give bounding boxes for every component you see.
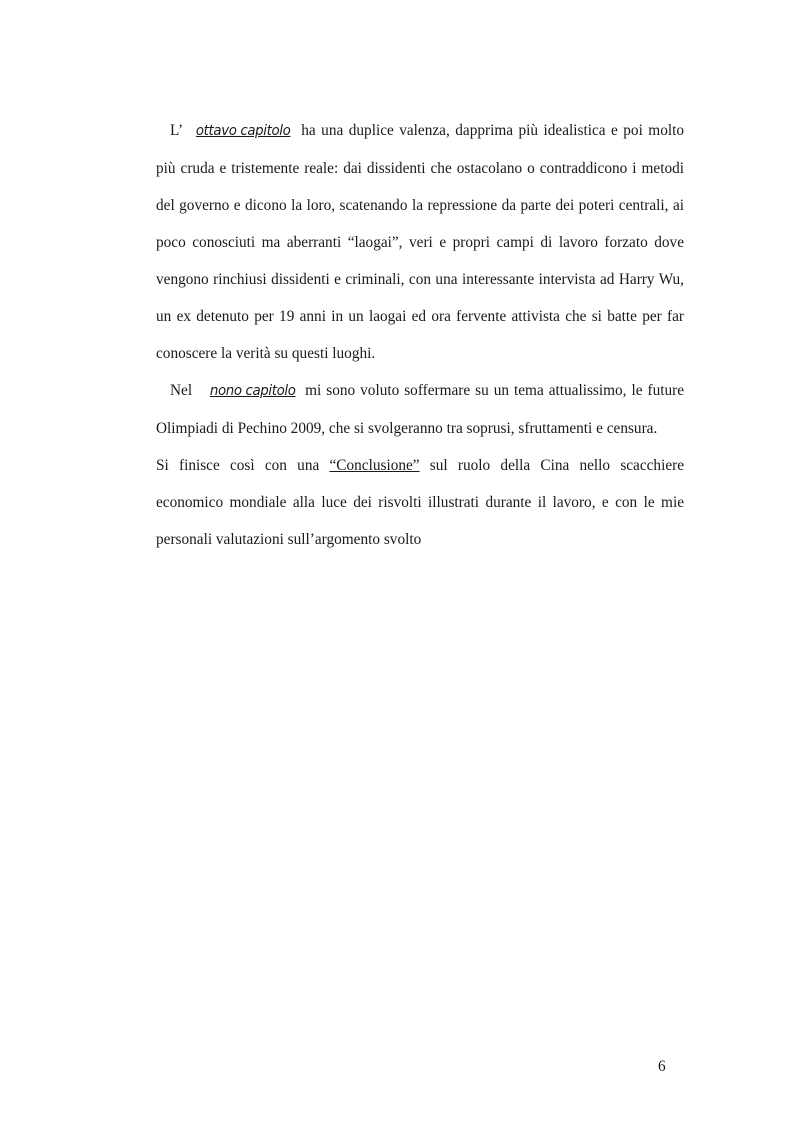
conclusion-reference: “Conclusione” xyxy=(329,457,420,474)
page-number: 6 xyxy=(658,1058,666,1075)
chapter-eight-reference: ottavo capitolo xyxy=(195,123,291,139)
chapter-nine-reference: nono capitolo xyxy=(209,383,296,399)
paragraph-body: ha una duplice valenza, dapprima più idealistica e poi molto più cruda e tristemente reale: dai dissidenti che ostacolano o contraddicono i metodi del governo e dicono la loro, scatenando la repressione da parte dei poteri centrali, ai poco conosciuti ma aberranti “laogai”, veri e propri campi di lavoro forzato dove vengono rinchiusi dissidenti e criminali, con una interessante intervista ad Harry Wu, un ex detenuto per 19 anni in un laogai ed ora fervente attivista che si batte per far conoscere la verità su questi luoghi. xyxy=(156,122,684,362)
paragraph-conclusion xyxy=(156,447,684,558)
paragraph-chapter-eight xyxy=(156,112,684,372)
paragraph-prefix: Si finisce così con una xyxy=(156,457,330,474)
body-text xyxy=(156,112,684,558)
paragraph-chapter-nine xyxy=(156,372,684,447)
paragraph-prefix: Nel xyxy=(170,382,198,399)
paragraph-prefix: L’ xyxy=(170,122,184,139)
paragraph-body: sul ruolo della Cina nello scacchiere economico mondiale alla luce dei risvolti illustrati durante il lavoro, e con le mie personali valutazioni sull’argomento svolto xyxy=(156,457,684,548)
paragraph-body: mi sono voluto soffermare su un tema attualissimo, le future Olimpiadi di Pechino 2009, che si svolgeranno tra soprusi, sfruttamenti e censura. xyxy=(156,382,684,437)
